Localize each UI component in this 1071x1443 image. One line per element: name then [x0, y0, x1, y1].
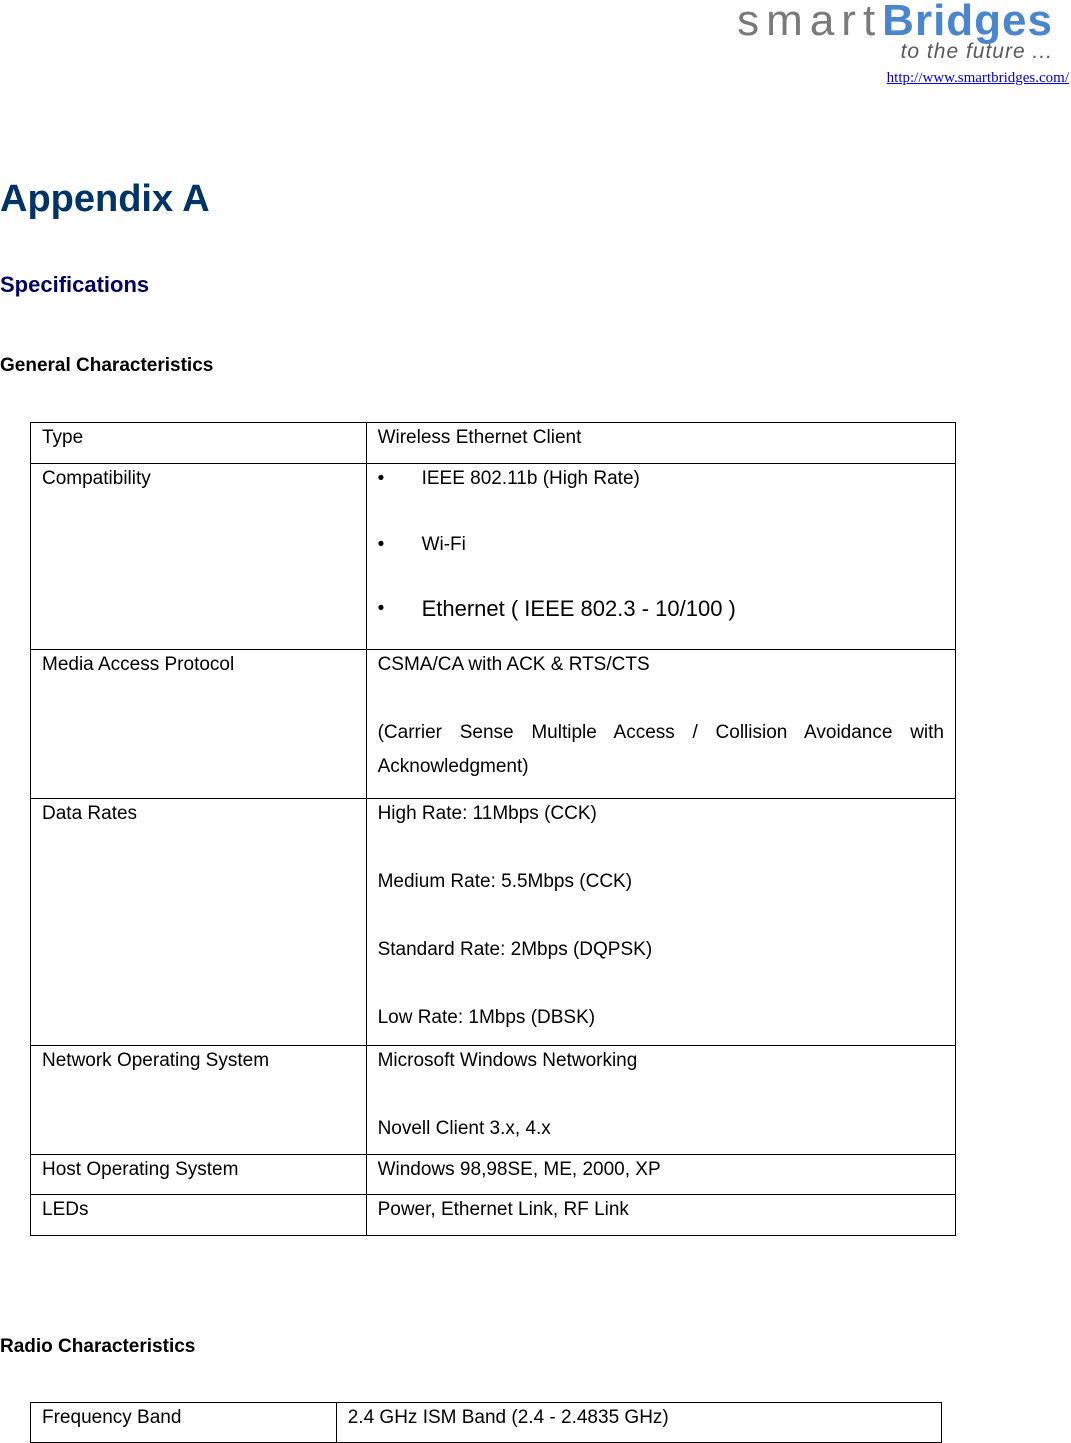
bullet-icon: • — [377, 468, 385, 489]
website-link[interactable]: http://www.smartbridges.com/ — [886, 70, 1069, 86]
value-line: CSMA/CA with ACK & RTS/CTS — [377, 654, 650, 675]
row-value — [366, 1046, 955, 1155]
row-label: Host Operating System — [31, 1155, 367, 1195]
smartbridges-logo — [737, 0, 1053, 63]
table-row-frequency-band — [31, 1403, 942, 1443]
value-line: Medium Rate: 5.5Mbps (CCK) — [377, 871, 633, 892]
row-label: Compatibility — [31, 464, 367, 650]
heading-general-characteristics: General Characteristics — [0, 355, 214, 376]
row-label: Network Operating System — [31, 1046, 367, 1155]
table-row-host-os — [31, 1155, 956, 1195]
row-value: Power, Ethernet Link, RF Link — [366, 1195, 955, 1236]
table-row-media-access-protocol — [31, 650, 956, 799]
table-row-compatibility — [31, 464, 956, 650]
row-value — [366, 650, 955, 799]
table-row-data-rates — [31, 799, 956, 1046]
table-row-network-os — [31, 1046, 956, 1155]
value-line: Novell Client 3.x, 4.x — [377, 1118, 551, 1139]
heading-radio-characteristics: Radio Characteristics — [0, 1336, 196, 1357]
general-characteristics-table — [30, 422, 956, 1236]
row-label: Media Access Protocol — [31, 650, 367, 799]
section-title-specifications: Specifications — [0, 272, 150, 297]
list-item: • IEEE 802.11b (High Rate) — [377, 468, 640, 489]
bullet-icon: • — [377, 598, 385, 619]
logo-bridges-text: Bridges — [882, 0, 1053, 45]
page-title: Appendix A — [0, 178, 210, 220]
logo-smart-text: smart — [737, 0, 883, 45]
row-value: Wireless Ethernet Client — [366, 423, 955, 464]
row-label: Data Rates — [31, 799, 367, 1046]
row-value: 2.4 GHz ISM Band (2.4 - 2.4835 GHz) — [336, 1403, 941, 1443]
logo-tagline: to the future ... — [900, 40, 1053, 63]
row-value: Windows 98,98SE, ME, 2000, XP — [366, 1155, 955, 1195]
row-value — [366, 799, 955, 1046]
list-item: • Ethernet ( IEEE 802.3 - 10/100 ) — [377, 596, 736, 621]
compatibility-list — [378, 468, 944, 620]
row-label: Type — [31, 423, 367, 464]
row-value — [366, 464, 955, 650]
table-row-leds — [31, 1195, 956, 1236]
bullet-icon: • — [377, 534, 385, 555]
value-line: (Carrier Sense Multiple Access / Collision Avoidance with Acknowledgment) — [377, 722, 944, 777]
value-line: Low Rate: 1Mbps (DBSK) — [377, 1007, 596, 1028]
value-line: High Rate: 11Mbps (CCK) — [377, 803, 597, 824]
value-line: Standard Rate: 2Mbps (DQPSK) — [377, 939, 653, 960]
list-item: • Wi-Fi — [377, 534, 466, 555]
radio-characteristics-table — [30, 1402, 942, 1443]
row-label: LEDs — [31, 1195, 367, 1236]
value-line: Microsoft Windows Networking — [377, 1050, 638, 1071]
table-row-type — [31, 423, 956, 464]
row-label: Frequency Band — [31, 1403, 337, 1443]
